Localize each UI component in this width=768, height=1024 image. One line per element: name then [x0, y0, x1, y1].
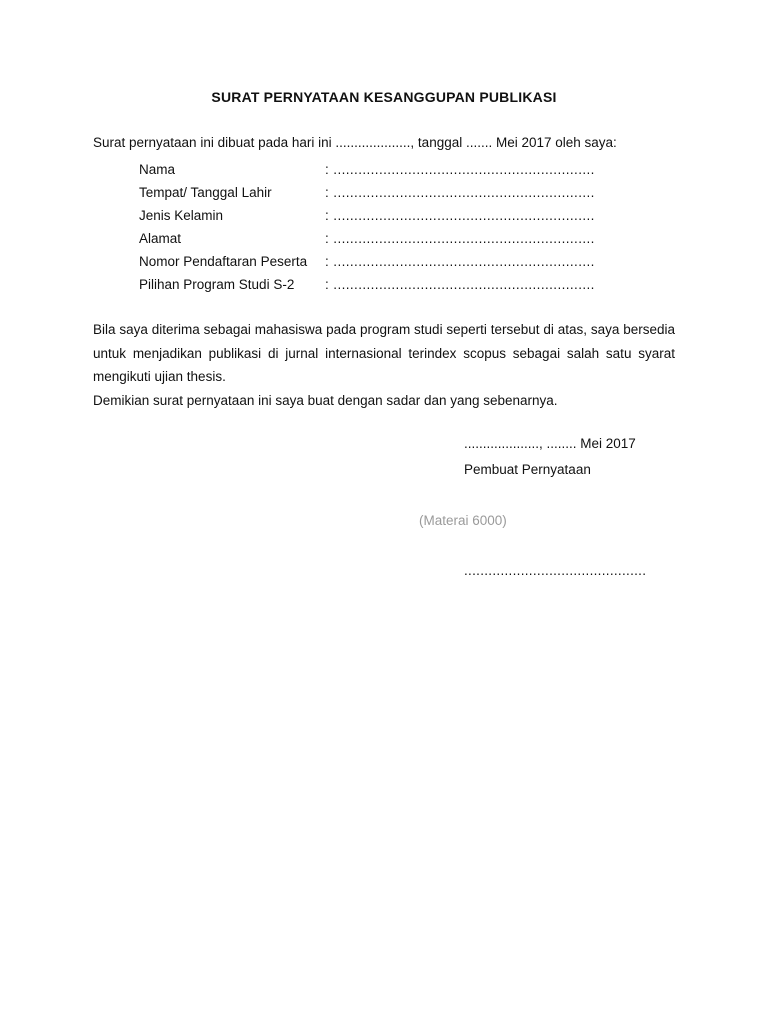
field-row-nomor-pendaftaran: [139, 250, 595, 273]
identity-fields: [139, 158, 595, 296]
field-label: Jenis Kelamin: [139, 208, 224, 223]
field-row-tempat-tanggal-lahir: [139, 181, 595, 204]
field-blank: : ...............................................................: [325, 231, 595, 246]
signature-name-line: .............................................: [464, 563, 647, 578]
field-blank: : ...............................................................: [325, 208, 595, 223]
field-label: Nama: [139, 162, 176, 177]
field-label: Alamat: [139, 231, 182, 246]
field-blank: : ...............................................................: [325, 162, 595, 177]
field-label: Nomor Pendaftaran Peserta: [139, 254, 308, 269]
field-blank: : ...............................................................: [325, 185, 595, 200]
stamp-placeholder: (Materai 6000): [419, 513, 507, 528]
field-row-alamat: [139, 227, 595, 250]
field-label: Pilihan Program Studi S-2: [139, 277, 295, 292]
statement-paragraph: Bila saya diterima sebagai mahasiswa pada program studi seperti tersebut di atas, saya bersedia untuk menjadikan publikasi di jurnal internasional terindex scopus sebagai salah satu syarat mengikuti ujian thesis.: [93, 322, 675, 384]
closing-sentence: Demikian surat pernyataan ini saya buat dengan sadar dan yang sebenarnya.: [93, 392, 558, 408]
statement-body: [93, 318, 675, 412]
field-row-program-studi: [139, 273, 595, 296]
field-blank: : ...............................................................: [325, 254, 595, 269]
field-label: Tempat/ Tanggal Lahir: [139, 185, 272, 200]
intro-line: Surat pernyataan ini dibuat pada hari ini ...................., tanggal ....... Mei 2017 oleh saya:: [93, 135, 617, 150]
signature-place-date: ...................., ........ Mei 2017: [464, 436, 636, 451]
field-row-jenis-kelamin: [139, 204, 595, 227]
field-row-nama: [139, 158, 595, 181]
signature-role: Pembuat Pernyataan: [464, 462, 591, 477]
field-blank: : ...............................................................: [325, 277, 595, 292]
document-title: SURAT PERNYATAAN KESANGGUPAN PUBLIKASI: [211, 89, 557, 105]
